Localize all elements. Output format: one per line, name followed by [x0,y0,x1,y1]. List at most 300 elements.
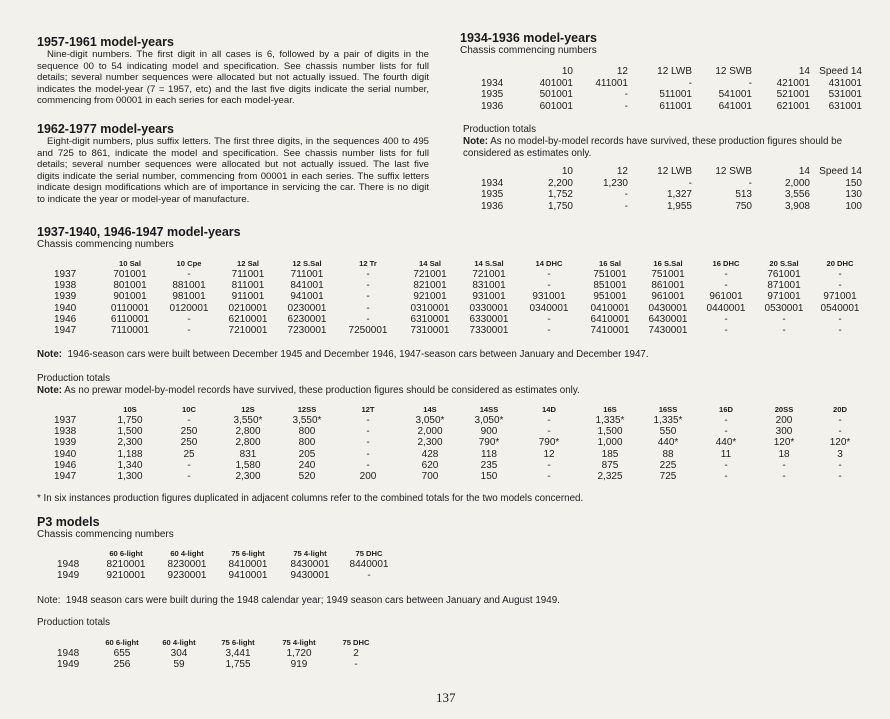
column-header: 12 LWB [657,66,692,77]
year-cell: 1937 [54,415,77,426]
table-cell: 0120001 [169,302,209,314]
table-cell: 1,335* [653,415,683,426]
table-cell: 240 [298,459,316,471]
table-cell: 411001 [595,77,628,89]
table-cell: 0530001 [764,302,804,314]
column-header: 12 SWB [715,66,752,77]
table-cell: 2,300 [117,437,143,449]
table-cell: - [366,302,370,314]
table-cell: - [782,313,786,325]
table-cell: 440* [657,437,679,449]
table-cell: 711001 [231,269,265,280]
column-header: 10 Sal [119,259,141,268]
table-cell: 821001 [413,280,447,292]
table-cell: - [366,313,370,325]
table-cell: 118 [481,448,497,460]
column-header: 10C [182,405,196,414]
table-cell: 0210001 [228,302,268,314]
year-cell: 1946 [54,459,77,471]
table-cell: 1,955 [666,200,692,212]
table-cell: 225 [659,459,677,471]
table-cell: 701001 [113,269,147,280]
table-cell: 6430001 [648,313,688,325]
table-cell: 801001 [113,280,147,292]
table-cell: - [724,415,728,426]
production-note [463,136,858,160]
column-header: 16S [603,405,617,414]
table-cell: 961001 [709,291,743,303]
table-cell: - [838,313,842,325]
table-row [54,291,868,302]
table-cell: 185 [601,448,619,460]
table-cell: 205 [298,448,316,460]
table-cell: - [724,325,728,337]
table-cell: - [366,415,370,426]
table-cell: 88 [662,448,674,460]
table-cell: - [724,471,728,483]
table-cell: - [624,200,628,212]
table-cell: 921001 [413,291,447,303]
column-header: 14 [798,166,810,177]
table-cell: 1,500 [117,426,143,438]
column-header: 75 DHC [342,638,370,647]
section-subtitle: Chassis commencing numbers [460,45,597,56]
table-cell: - [366,291,370,303]
column-header: 12 [616,166,628,177]
chassis-table-1934-1936 [481,66,862,112]
table-cell: 7110001 [110,325,150,337]
table-cell: - [838,280,842,292]
table-cell: 1,750 [547,200,573,212]
table-cell: 0330001 [469,302,509,314]
table-row [54,460,868,471]
table-cell: 3,441 [225,648,251,659]
column-header: Speed 14 [819,66,862,77]
table-row [57,659,383,670]
table-cell: 0110001 [110,302,150,314]
table-cell: 800 [298,437,316,449]
table-cell: 911001 [231,291,265,303]
table-row [57,648,383,659]
table-cell: 531001 [828,89,862,101]
table-cell: 513 [735,189,752,201]
table-cell: 2 [353,648,359,659]
table-cell: 511001 [659,89,692,101]
table-cell: - [688,177,692,189]
table-cell: 851001 [593,280,627,292]
section-title-1957-1961: 1957-1961 model-years [37,35,174,49]
table-cell: 951001 [593,291,627,303]
table-cell: 200 [359,471,377,483]
table-cell: 700 [421,471,439,483]
table-cell: 875 [601,459,619,471]
table-cell: 971001 [823,291,857,303]
table-cell: 2,800 [235,437,261,449]
year-cell: 1939 [54,437,77,449]
table-cell: - [366,437,370,449]
table-cell: 2,325 [597,471,623,483]
year-cell: 1948 [57,648,80,659]
table-cell: - [547,325,551,337]
table-row [54,449,868,460]
table-cell: 520 [298,471,316,483]
note-label: Note: [37,385,63,396]
table-cell: 250 [180,437,198,449]
year-cell: 1940 [54,302,77,314]
table-cell: - [838,325,842,337]
table-row [54,325,868,336]
year-cell: 1948 [57,559,80,570]
table-cell: 250 [180,426,198,438]
table-cell: 1,300 [117,471,143,483]
production-totals-label: Production totals [37,373,110,384]
column-header: 60 4-light [162,638,196,647]
table-row [481,101,862,113]
table-cell: 0430001 [648,302,688,314]
chassis-table-1937-1947 [54,259,868,336]
table-cell: - [624,100,628,112]
table-cell: - [838,459,842,471]
table-cell: 861001 [651,280,685,292]
year-cell: 1938 [54,426,77,438]
table-cell: 761001 [767,269,801,280]
table-cell: - [366,459,370,471]
table-cell: 1,335* [595,415,625,426]
table-cell: - [187,325,191,337]
table-cell: 631001 [828,100,862,112]
table-cell: 7410001 [590,325,630,337]
table-row [481,201,862,213]
column-header: 16SS [658,405,678,414]
table-cell: 871001 [767,280,801,292]
table-cell: 919 [290,659,308,671]
section-title-1937-1947: 1937-1940, 1946-1947 model-years [37,225,241,239]
table-cell: 3,050* [474,415,504,426]
table-cell: - [187,415,191,426]
table-cell: 6210001 [228,313,268,325]
year-cell: 1947 [54,325,77,337]
section-subtitle: Chassis commencing numbers [37,239,174,250]
table-cell: 901001 [113,291,147,303]
table-cell: 790* [538,437,560,449]
table-cell: 521001 [776,89,810,101]
table-cell: 931001 [532,291,566,303]
table-cell: 1,188 [117,448,143,460]
column-header: 14 Sal [419,259,441,268]
table-cell: 7210001 [228,325,268,337]
column-header: 14SS [479,405,499,414]
table-cell: - [748,177,752,189]
table-cell: 721001 [413,269,447,280]
table-cell: - [724,426,728,438]
note-text: 1946-season cars were built between December 1945 and December 1946, 1947-season cars between January and December 1947. [67,349,649,360]
column-header: 20D [833,405,847,414]
table-cell: - [366,280,370,292]
note-label: Note: [463,136,489,147]
table-cell: 981001 [172,291,206,303]
table-cell: 18 [778,448,790,460]
table-cell: 401001 [539,77,573,89]
table-cell: 1,750 [117,415,143,426]
year-cell: 1949 [57,570,80,582]
table-cell: - [187,269,191,280]
table-cell: - [724,269,728,280]
table-cell: - [838,269,842,280]
table-header-row [57,638,383,648]
column-header: 75 6-light [231,549,265,558]
table-cell: - [688,77,692,89]
table-cell: 440* [715,437,737,449]
table-cell: 150 [845,177,862,189]
table-cell: 751001 [651,269,685,280]
table-cell: 9210001 [106,570,146,582]
table-row [54,415,868,426]
table-row [54,471,868,482]
table-header-row [54,259,868,269]
table-row [54,303,868,314]
table-cell: - [187,471,191,483]
table-row [54,269,868,280]
table-cell: 25 [183,448,195,460]
table-cell: - [366,269,370,280]
table-cell: - [838,426,842,438]
table-row [57,570,397,581]
table-cell: - [187,459,191,471]
table-row [54,426,868,437]
column-header: 12T [361,405,375,414]
table-cell: 300 [775,426,793,438]
column-header: 60 6-light [105,638,139,647]
table-cell: 621001 [776,100,810,112]
table-cell: - [354,659,358,671]
table-cell: 2,200 [547,177,573,189]
column-header: 12SS [297,405,317,414]
table-cell: 971001 [767,291,801,303]
table-row [481,78,862,90]
table-cell: - [547,415,551,426]
table-cell: 2,000 [417,426,443,438]
footnote: * In six instances production figures duplicated in adjacent columns refer to the combined totals for the two models concerned. [37,493,584,504]
table-cell: 3 [837,448,843,460]
column-header: 20SS [774,405,794,414]
column-header: 16 DHC [712,259,740,268]
column-header: 12 S.Sal [292,259,322,268]
column-header: 12S [241,405,255,414]
table-cell: 655 [113,648,131,659]
table-cell: 6310001 [410,313,450,325]
table-cell: 3,908 [784,200,810,212]
table-cell: - [187,313,191,325]
table-cell: 2,000 [784,177,810,189]
table-cell: 200 [775,415,793,426]
table-cell: 541001 [718,89,752,101]
table-cell: 1,500 [597,426,623,438]
section-title-1934-1936: 1934-1936 model-years [460,31,597,45]
table-cell: 900 [480,426,498,438]
column-header: 16 Sal [599,259,621,268]
table-cell: 428 [421,448,439,460]
table-cell: - [547,459,551,471]
column-header: 60 4-light [170,549,204,558]
table-cell: 2,300 [235,471,261,483]
table-cell: 1,340 [117,459,143,471]
table-cell: 641001 [718,100,752,112]
year-cell: 1946 [54,313,77,325]
table-row [481,189,862,201]
year-cell: 1940 [54,448,77,460]
page-number: 137 [436,690,456,705]
p3-note [37,595,560,607]
table-cell: 59 [173,659,185,671]
table-cell: 7430001 [648,325,688,337]
chassis-table-p3 [57,549,397,581]
table-cell: 1,230 [602,177,628,189]
table-row [57,559,397,570]
note-label: Note: [37,349,63,360]
table-cell: 0540001 [820,302,860,314]
table-cell: 100 [845,200,862,212]
table-cell: 1,752 [547,189,573,201]
column-header: 14 S.Sal [474,259,504,268]
table-cell: - [547,280,551,292]
table-cell: 1,755 [225,659,251,671]
table-cell: 2,300 [417,437,443,449]
table-cell: 831001 [472,280,506,292]
table-cell: - [782,471,786,483]
table-cell: - [547,269,551,280]
table-cell: - [724,280,728,292]
table-cell: 0230001 [287,302,327,314]
table-cell: - [367,570,371,582]
table-cell: 9410001 [228,570,268,582]
table-cell: 620 [421,459,439,471]
column-header: 75 6-light [221,638,255,647]
table-cell: 750 [735,200,752,212]
production-totals-label: Production totals [37,617,110,628]
production-table-p3 [57,638,383,670]
section-body-1962-1977: Eight-digit numbers, plus suffix letters. The first three digits, in the sequences 400 to 495 and 725 to 861, indicate the model and specification. See chassis number lists for full details; several number sequences were allocated but not actually issued. The last five digits indicate the serial number, commencing from 00001 in each series. The suffix letters indicate design modifications which are of importance in servicing the car. There is no digit to indicate the year or model-year of manufacture. [37,136,429,205]
table-cell: 256 [113,659,131,671]
table-cell: 7330001 [469,325,509,337]
table-cell: 0410001 [590,302,630,314]
table-cell: 841001 [290,280,324,292]
table-cell: - [624,189,628,201]
table-cell: - [624,89,628,101]
table-cell: 8410001 [228,559,268,570]
table-cell: 1,327 [666,189,692,201]
table-cell: 11 [720,448,732,460]
table-cell: - [724,313,728,325]
table-header-row [481,166,862,178]
table-cell: 811001 [231,280,265,292]
column-header: 60 6-light [109,549,143,558]
column-header: 14 DHC [535,259,563,268]
table-cell: 611001 [659,100,692,112]
table-cell: 601001 [539,100,573,112]
table-cell: 725 [659,471,677,483]
note-label: Note: [37,595,61,606]
column-header: 12 [616,66,628,77]
table-cell: 9230001 [167,570,207,582]
column-header: Speed 14 [819,166,862,177]
table-cell: 7310001 [410,325,450,337]
table-cell: 3,050* [415,415,445,426]
table-cell: 790* [478,437,500,449]
year-cell: 1936 [481,100,504,112]
table-cell: 831 [239,448,257,460]
column-header: 14S [423,405,437,414]
table-cell: 130 [845,189,862,201]
column-header: 16D [719,405,733,414]
column-header: 10 [561,66,573,77]
table-cell: - [547,426,551,438]
year-cell: 1935 [481,89,504,101]
table-cell: 304 [170,648,188,659]
table-row [54,314,868,325]
table-cell: 421001 [776,77,810,89]
table-cell: - [547,471,551,483]
column-header: 20 S.Sal [769,259,799,268]
table-cell: 0440001 [706,302,746,314]
table-cell: 0340001 [529,302,569,314]
section-body-1957-1961: Nine-digit numbers. The first digit in all cases is 6, followed by a pair of digits in the sequence 00 to 54 indicating model and specification. See chassis number lists for full details; several number sequences were allocated but not actually issued. The fourth digit indicates the model-year (7 = 1957, etc) and the last five digits indicate the serial number, commencing from 00001 in each series for each model-year. [37,49,429,107]
table-cell: 7230001 [287,325,327,337]
year-cell: 1934 [481,77,504,89]
column-header: 10S [123,405,137,414]
table-cell: 120* [829,437,851,449]
note-text: 1948 season cars were built during the 1948 calendar year; 1949 season cars between January and August 1949. [65,595,560,606]
table-cell: 2,800 [235,426,261,438]
table-cell: 6110001 [110,313,150,325]
table-cell: 6330001 [469,313,509,325]
year-cell: 1949 [57,659,80,671]
note-text: As no model-by-model records have survived, these production figures should be considered as estimates only. [463,136,843,159]
table-cell: - [782,459,786,471]
year-cell: 1936 [481,200,504,212]
column-header: 14D [542,405,556,414]
table-cell: - [838,415,842,426]
table-cell: 3,556 [784,189,810,201]
column-header: 12 SWB [715,166,752,177]
table-cell: 751001 [593,269,627,280]
table-row [54,280,868,291]
table-cell: 9430001 [290,570,330,582]
section-title-1962-1977: 1962-1977 model-years [37,122,174,136]
table-cell: 6230001 [287,313,327,325]
column-header: 12 LWB [657,166,692,177]
table-cell: 0310001 [410,302,450,314]
year-cell: 1947 [54,471,77,483]
table-cell: 1,000 [597,437,623,449]
table-cell: - [724,459,728,471]
production-table-1937-1947 [54,405,868,482]
table-cell: 120* [773,437,795,449]
table-header-row [54,405,868,415]
table-cell: 721001 [472,269,506,280]
production-note [37,385,580,397]
table-header-row [57,549,397,559]
table-cell: 881001 [172,280,206,292]
table-header-row [481,66,862,78]
table-cell: 501001 [539,89,573,101]
table-cell: - [782,325,786,337]
column-header: 75 4-light [293,549,327,558]
table-cell: - [838,471,842,483]
table-cell: 961001 [651,291,685,303]
chassis-note [37,349,649,361]
table-cell: 8440001 [349,559,389,570]
table-cell: - [547,313,551,325]
